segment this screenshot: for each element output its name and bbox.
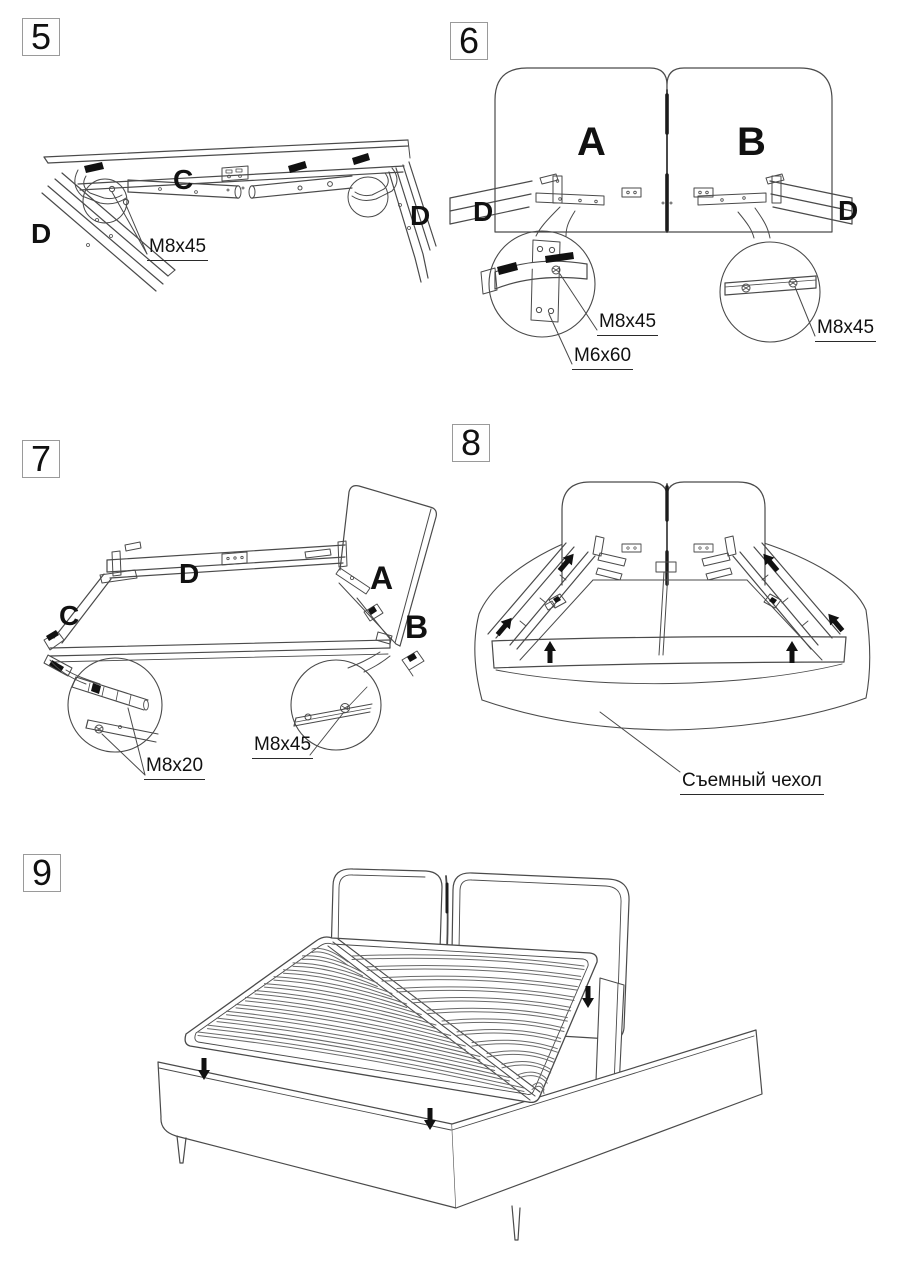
step-number-7: 7 xyxy=(22,440,60,478)
step7-illustration xyxy=(44,486,436,775)
hardware-callout-m6x60: M6x60 xyxy=(572,346,633,370)
step-number-9: 9 xyxy=(23,854,61,892)
part-label-d: D xyxy=(473,196,494,227)
hardware-callout-m8x45: M8x45 xyxy=(147,237,208,261)
step-number-6: 6 xyxy=(450,22,488,60)
step5-illustration xyxy=(42,140,436,291)
part-label-d: D xyxy=(179,558,200,589)
step9-illustration xyxy=(158,869,762,1240)
hardware-callout-m8x20: M8x20 xyxy=(144,756,205,780)
part-label-b: B xyxy=(737,120,766,164)
hardware-callout-m8x45: M8x45 xyxy=(597,312,658,336)
part-label-c: C xyxy=(173,164,194,195)
step-number-5: 5 xyxy=(22,18,60,56)
part-label-c: C xyxy=(59,600,80,631)
part-label-d: D xyxy=(31,218,52,249)
part-label-b: B xyxy=(405,609,429,645)
part-label-d: D xyxy=(410,200,431,231)
removable-cover-label: Съемный чехол xyxy=(680,771,824,795)
part-label-d: D xyxy=(838,195,859,226)
part-label-a: A xyxy=(370,560,394,596)
part-label-a: A xyxy=(577,120,606,164)
step8-illustration xyxy=(475,482,870,772)
hardware-callout-m8x45: M8x45 xyxy=(252,735,313,759)
hardware-callout-m8x45: M8x45 xyxy=(815,318,876,342)
step-number-8: 8 xyxy=(452,424,490,462)
